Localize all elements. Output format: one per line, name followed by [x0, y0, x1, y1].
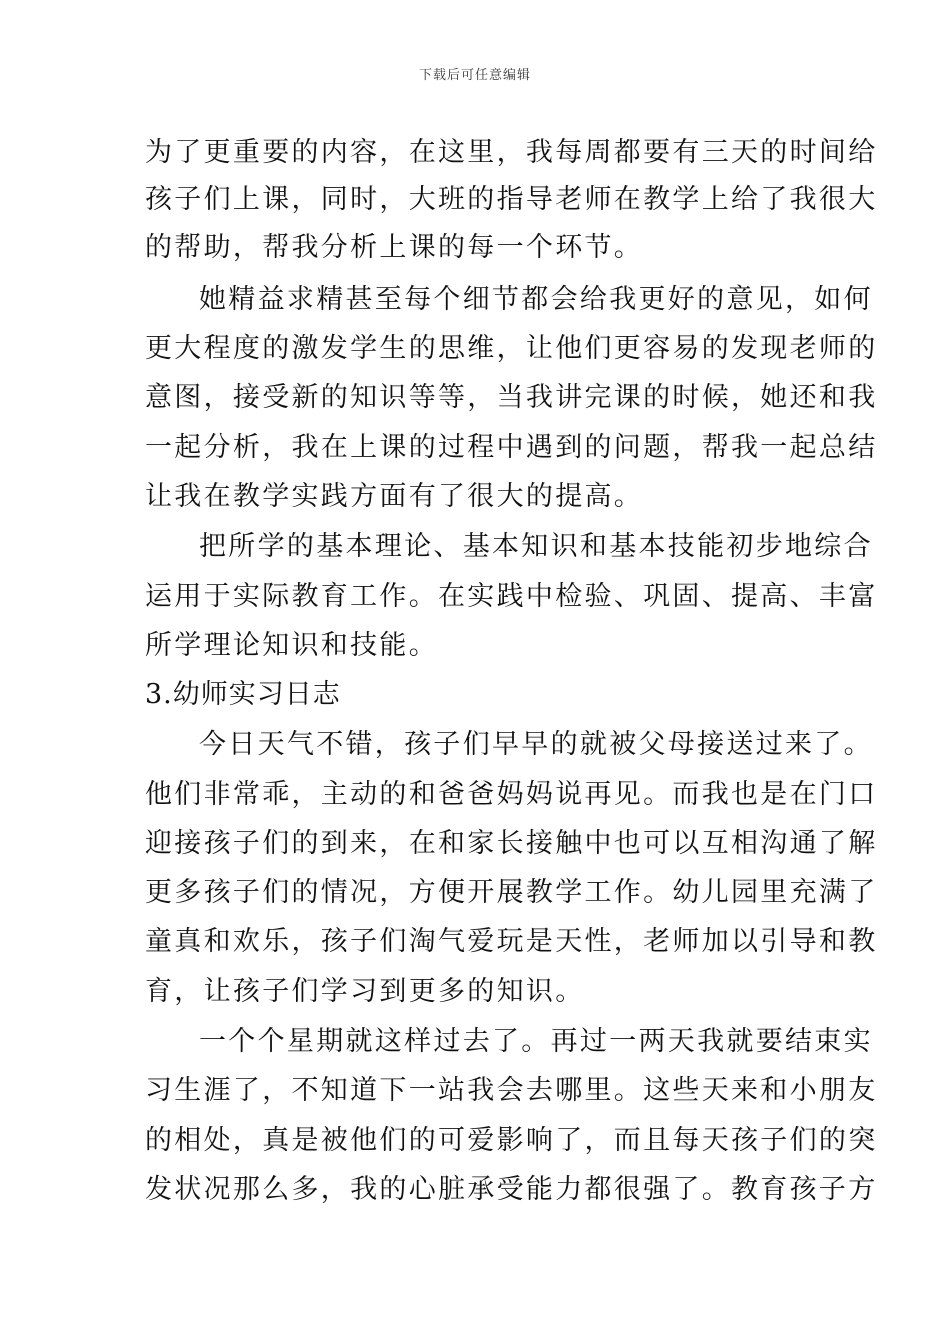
- paragraph-line: 童真和欢乐，孩子们淘气爱玩是天性，老师加以引导和教: [145, 926, 878, 957]
- paragraph-line: 习生涯了，不知道下一站我会去哪里。这些天来和小朋友: [145, 1075, 878, 1106]
- paragraph-line: 一个个星期就这样过去了。再过一两天我就要结束实: [199, 1026, 873, 1057]
- paragraph-line: 他们非常乖，主动的和爸爸妈妈说再见。而我也是在门口: [145, 779, 878, 810]
- paragraph-line: 育，让孩子们学习到更多的知识。: [145, 976, 585, 1007]
- paragraph-line: 迎接孩子们的到来，在和家长接触中也可以互相沟通了解: [145, 828, 878, 859]
- paragraph-line: 为了更重要的内容，在这里，我每周都要有三天的时间给: [145, 137, 878, 168]
- paragraph-line: 发状况那么多，我的心脏承受能力都很强了。教育孩子方: [145, 1174, 878, 1205]
- paragraph-line: 更大程度的激发学生的思维，让他们更容易的发现老师的: [145, 333, 878, 364]
- paragraph-line: 意图，接受新的知识等等，当我讲完课的时候，她还和我: [145, 382, 878, 413]
- paragraph-line: 她精益求精甚至每个细节都会给我更好的意见，如何: [199, 284, 873, 315]
- paragraph-line: 让我在教学实践方面有了很大的提高。: [145, 481, 644, 512]
- paragraph-line: 的相处，真是被他们的可爱影响了，而且每天孩子们的突: [145, 1125, 878, 1156]
- header-note: 下载后可任意编辑: [418, 68, 531, 83]
- paragraph-line: 更多孩子们的情况，方便开展教学工作。幼儿园里充满了: [145, 877, 878, 908]
- paragraph-line: 运用于实际教育工作。在实践中检验、巩固、提高、丰富: [145, 581, 878, 612]
- paragraph-line: 的帮助，帮我分析上课的每一个环节。: [145, 232, 644, 263]
- paragraph-line: 把所学的基本理论、基本知识和基本技能初步地综合: [199, 531, 873, 562]
- paragraph-line: 今日天气不错，孩子们早早的就被父母接送过来了。: [199, 729, 873, 760]
- paragraph-line: 一起分析，我在上课的过程中遇到的问题，帮我一起总结: [145, 432, 878, 463]
- section-heading: 3.幼师实习日志: [145, 679, 341, 710]
- paragraph-line: 所学理论知识和技能。: [145, 630, 438, 661]
- paragraph-line: 孩子们上课，同时，大班的指导老师在教学上给了我很大: [145, 184, 878, 215]
